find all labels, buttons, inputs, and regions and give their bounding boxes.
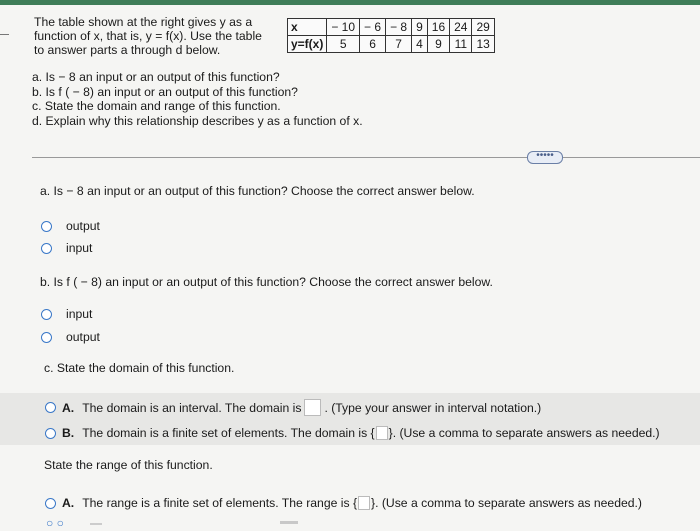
table-cell: 29 — [472, 19, 494, 36]
table-cell: 16 — [427, 19, 449, 36]
cut-off-input — [280, 521, 298, 524]
option-hint: . (Type your answer in interval notation.) — [324, 400, 542, 415]
domain-option-a[interactable] — [45, 399, 541, 416]
expand-more-button[interactable]: ••••• — [527, 151, 563, 164]
option-label: output — [66, 330, 100, 344]
radio-icon[interactable] — [41, 221, 52, 232]
table-cell: 7 — [386, 36, 412, 53]
radio-icon[interactable] — [45, 498, 56, 509]
part-b-text: b. Is f ( − 8) an input or an output of this function? — [32, 84, 298, 99]
domain-set-input[interactable] — [376, 426, 388, 440]
option-hint: }. (Use a comma to separate answers as needed.) — [371, 496, 642, 510]
domain-option-b[interactable] — [45, 426, 660, 440]
table-x-label: x — [288, 19, 327, 36]
table-row-y — [288, 36, 495, 53]
part-a-question: a. Is − 8 an input or an output of this function? Choose the correct answer below. — [40, 184, 475, 198]
table-y-label: y=f(x) — [288, 36, 327, 53]
table-cell: 11 — [450, 36, 472, 53]
part-b-option-input[interactable] — [41, 307, 92, 321]
table-cell: 5 — [327, 36, 360, 53]
table-cell: 13 — [472, 36, 494, 53]
part-c-range-question: State the range of this function. — [44, 458, 213, 472]
table-cell: − 10 — [327, 19, 360, 36]
parts-list — [32, 70, 363, 128]
domain-interval-input[interactable] — [304, 399, 321, 416]
radio-icon[interactable] — [41, 243, 52, 254]
table-cell: − 6 — [360, 19, 386, 36]
table-row-x — [288, 19, 495, 36]
table-cell: 9 — [412, 19, 428, 36]
radio-icon[interactable] — [41, 332, 52, 343]
option-text: The range is a finite set of elements. The range is { — [82, 496, 358, 510]
option-text: The domain is a finite set of elements. The domain is { — [82, 426, 375, 440]
table-cell: − 8 — [386, 19, 412, 36]
part-d-text: d. Explain why this relationship describes y as a function of x. — [32, 113, 363, 128]
part-a-option-input[interactable] — [41, 241, 92, 255]
option-letter: A. — [62, 496, 75, 510]
radio-icon[interactable] — [45, 402, 56, 413]
option-label: input — [66, 241, 93, 255]
part-c-text: c. State the domain and range of this function. — [32, 99, 281, 114]
part-c-domain-question: c. State the domain of this function. — [44, 361, 235, 375]
table-cell: 24 — [450, 19, 472, 36]
table-cell: 6 — [360, 36, 386, 53]
part-a-text: a. Is − 8 an input or an output of this function? — [32, 70, 280, 84]
part-b-option-output[interactable] — [41, 330, 100, 344]
table-cell: 4 — [412, 36, 428, 53]
option-label: output — [66, 219, 100, 233]
option-letter: B. — [62, 426, 75, 440]
part-b-question: b. Is f ( − 8) an input or an output of this function? Choose the correct answer below. — [40, 275, 493, 289]
top-accent-bar — [0, 0, 700, 5]
section-divider — [32, 157, 700, 158]
range-option-a[interactable] — [45, 496, 642, 510]
left-edge-mark — [0, 34, 9, 35]
problem-intro: The table shown at the right gives y as a function of x, that is, y = f(x). Use the table to answer parts a through d below. — [34, 15, 262, 57]
part-a-option-output[interactable] — [41, 219, 100, 233]
function-table — [287, 18, 495, 53]
range-set-input[interactable] — [358, 496, 370, 510]
option-text: The domain is an interval. The domain is — [82, 400, 302, 415]
cut-off-text — [90, 523, 102, 525]
option-label: input — [66, 307, 93, 321]
table-cell: 9 — [427, 36, 449, 53]
cut-off-option: ○ ○ — [46, 516, 64, 530]
radio-icon[interactable] — [41, 309, 52, 320]
option-hint: }. (Use a comma to separate answers as needed.) — [388, 426, 660, 440]
option-letter: A. — [62, 400, 75, 415]
radio-icon[interactable] — [45, 428, 56, 439]
